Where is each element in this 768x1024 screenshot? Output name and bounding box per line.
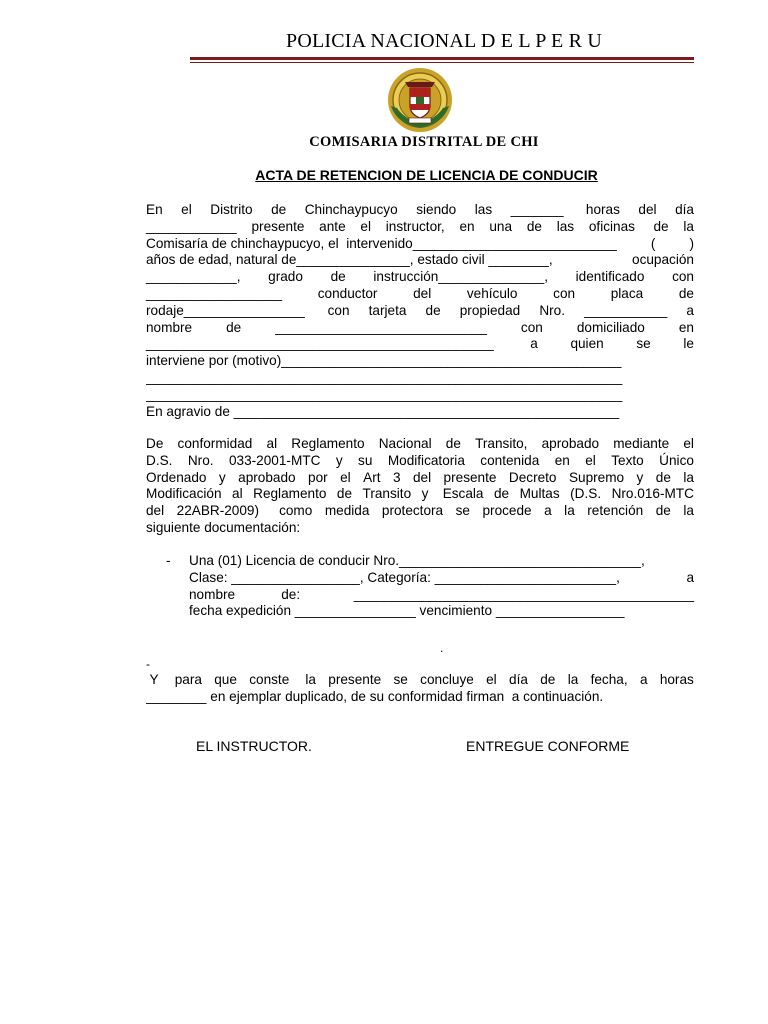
text-line: [146, 436, 694, 453]
stray-dash: -: [146, 657, 150, 671]
word: Transito,: [475, 436, 528, 451]
word: del: [412, 469, 432, 485]
word: como: [271, 503, 313, 519]
word: de: [493, 486, 510, 502]
word: la: [567, 672, 579, 687]
word: concluye: [420, 672, 474, 687]
word: ______________________________________________: [146, 336, 494, 352]
word: quien: [570, 336, 604, 352]
list-item-license: [189, 553, 694, 620]
word: y: [421, 486, 433, 502]
text-line: interviene por (motivo)_____________________________________________: [146, 353, 622, 369]
word: del: [413, 285, 432, 301]
document-title: ACTA DE RETENCION DE LICENCIA DE CONDUCIR: [255, 167, 598, 183]
text-line: [146, 470, 694, 487]
word: placa: [610, 285, 644, 301]
word: en: [678, 319, 694, 335]
word: vehículo: [466, 285, 518, 301]
word: Escala: [442, 486, 484, 502]
word: su: [358, 452, 373, 468]
signature-receiver: ENTREGUE CONFORME: [466, 738, 630, 754]
word: Y: [146, 672, 159, 687]
word: con: [553, 285, 576, 301]
word: el: [340, 469, 351, 485]
text-line: ________ en ejemplar duplicado, de su conformidad firman a continuación.: [146, 688, 604, 704]
word: Ordenado: [146, 469, 207, 485]
word: a: [639, 672, 648, 687]
word: de:: [281, 586, 301, 602]
word: presente: [251, 218, 305, 234]
word: con: [672, 269, 694, 285]
text-line: [146, 503, 694, 520]
word: Nro.: [539, 302, 565, 318]
word: ): [689, 235, 694, 251]
word: De: [146, 436, 164, 451]
paragraph-legal-basis: [146, 436, 694, 537]
word: D.S.: [146, 452, 173, 468]
word: la: [683, 218, 694, 234]
word: ____________________________: [275, 319, 487, 335]
word: el: [360, 218, 371, 234]
word: 22ABR-2009): [176, 503, 260, 519]
word: grado: [268, 269, 303, 285]
word: instrucción______________,: [373, 269, 548, 285]
header-rule-thick: [190, 57, 694, 60]
word: se: [636, 336, 651, 352]
word: la: [683, 503, 694, 519]
text-line: [146, 320, 694, 337]
word: de: [271, 202, 287, 217]
word: siendo: [416, 202, 457, 217]
word: del: [638, 202, 657, 217]
word: domiciliado: [576, 319, 645, 335]
word: aprobado: [541, 436, 600, 451]
word: ___________: [584, 302, 668, 318]
word: con: [323, 302, 350, 318]
word: de: [678, 285, 694, 301]
word: y: [218, 469, 226, 485]
text-line: [146, 672, 694, 689]
word: Nro.016-MTC: [611, 486, 694, 502]
text-line: _______________________________________________________________: [146, 386, 623, 402]
text-line: [189, 570, 694, 587]
word: el: [585, 452, 596, 468]
word: mediante: [613, 436, 670, 451]
word: de: [425, 302, 441, 318]
word: del: [146, 503, 165, 519]
word: Reglamento: [291, 436, 365, 451]
word: conformidad: [177, 436, 253, 451]
word: el: [683, 436, 694, 451]
word: horas: [659, 672, 694, 687]
word: en: [459, 218, 475, 234]
word: una: [489, 218, 513, 234]
word: Supremo: [568, 469, 625, 485]
word: le: [683, 336, 694, 352]
stray-dot: .: [440, 641, 444, 655]
word: y: [335, 452, 343, 468]
word: 033-2001-MTC: [228, 452, 321, 468]
header-rule-thin: [190, 62, 694, 63]
word: Comisaría de chinchaypucyo, el intervenido___________________________: [146, 235, 617, 251]
word: fecha,: [590, 672, 628, 687]
word: retención: [587, 503, 644, 519]
word: al: [266, 436, 278, 451]
word: nombre: [146, 319, 193, 335]
word: Único: [659, 452, 694, 468]
word: día: [675, 202, 694, 217]
text-line: [189, 587, 694, 604]
word: Multas: [519, 486, 560, 502]
word: En: [146, 202, 163, 217]
paragraph-intervention-details: [146, 202, 694, 420]
word: conste: [249, 672, 290, 687]
word: a: [686, 569, 694, 585]
word: Distrito: [210, 202, 253, 217]
word: por: [308, 469, 328, 485]
word: 3: [392, 469, 401, 485]
word: Nacional: [378, 436, 432, 451]
word: la: [564, 503, 575, 519]
word: medida: [324, 503, 370, 519]
word: de: [526, 218, 542, 234]
word: Modificación: [146, 486, 222, 502]
police-station-name: COMISARIA DISTRITAL DE CHI: [309, 134, 539, 150]
word: la: [301, 672, 316, 687]
word: de: [226, 319, 242, 335]
word: de: [445, 436, 461, 451]
word: identificado: [575, 269, 645, 285]
word: ante: [319, 218, 346, 234]
word: el: [486, 672, 497, 687]
text-line: siguiente documentación:: [146, 519, 301, 535]
police-coat-of-arms-icon: [385, 66, 455, 134]
word: de: [540, 672, 556, 687]
word: las: [556, 218, 575, 234]
word: de: [336, 486, 353, 502]
word: presente: [328, 672, 382, 687]
word: Clase: _________________, Categoría: ________________________,: [189, 569, 620, 585]
word: Transito: [362, 486, 412, 502]
text-line: [146, 236, 694, 253]
word: Modificatoria: [387, 452, 465, 468]
word: oficinas: [588, 218, 635, 234]
word: se: [393, 672, 408, 687]
word: se: [455, 503, 470, 519]
word: de: [655, 503, 671, 519]
word: ____________,: [146, 269, 241, 285]
word: al: [232, 486, 243, 502]
word: contenida: [480, 452, 540, 468]
word: instructor,: [385, 218, 445, 234]
word: tarjeta: [368, 302, 407, 318]
word: horas: [582, 202, 620, 217]
word: __________________: [146, 285, 283, 301]
word: (: [650, 235, 656, 251]
word: y: [636, 469, 644, 485]
word: Texto: [611, 452, 644, 468]
text-line: [146, 486, 694, 503]
word: presente: [443, 469, 497, 485]
word: nombre: [189, 586, 236, 602]
text-line: _______________________________________________________________: [146, 369, 623, 385]
word: Nro.: [187, 452, 214, 468]
text-line: [146, 202, 694, 219]
word: aprobado: [238, 469, 296, 485]
text-line: [146, 252, 694, 269]
word: a: [686, 302, 694, 318]
word: de: [330, 269, 346, 285]
word: con: [520, 319, 543, 335]
word: que: [214, 672, 237, 687]
word: el: [181, 202, 192, 217]
word: para: [170, 672, 202, 687]
word: (D.S.: [570, 486, 602, 502]
text-line: En agravio de ___________________________________________________: [146, 403, 620, 419]
signature-instructor: EL INSTRUCTOR.: [196, 738, 312, 754]
word: Art: [363, 469, 381, 485]
text-line: Una (01) Licencia de conducir Nro.________________________________,: [189, 553, 645, 568]
word: de: [649, 218, 669, 234]
word: día: [509, 672, 528, 687]
text-line: [146, 303, 694, 320]
word: rodaje________________: [146, 302, 305, 318]
text-line: [146, 453, 694, 470]
word: Chinchaypucyo: [304, 202, 398, 217]
text-line: [146, 219, 694, 236]
word: procede: [482, 503, 532, 519]
word: ocupación: [632, 252, 694, 268]
word: de: [655, 469, 671, 485]
list-bullet: -: [166, 553, 171, 568]
word: en: [554, 452, 570, 468]
paragraph-closing: [146, 672, 694, 706]
word: _______: [510, 202, 564, 217]
word: protectora: [381, 503, 444, 519]
word: propiedad: [459, 302, 521, 318]
word: Decreto: [508, 469, 557, 485]
word: la: [683, 469, 694, 485]
text-line: [146, 269, 694, 286]
word: a: [526, 336, 538, 352]
word: conductor: [317, 285, 378, 301]
institution-header: POLICIA NACIONAL D E L P E R U: [286, 30, 602, 52]
word: ____________: [146, 218, 237, 234]
text-line: fecha expedición ________________ vencimiento _________________: [189, 603, 625, 619]
word: las: [474, 202, 493, 217]
word: Reglamento: [253, 486, 327, 502]
word: a: [544, 503, 552, 519]
word: _____________________________________________: [346, 586, 694, 602]
text-line: [146, 336, 694, 353]
word: años de edad, natural de_______________, estado civil ________,: [146, 252, 553, 268]
text-line: [146, 286, 694, 303]
